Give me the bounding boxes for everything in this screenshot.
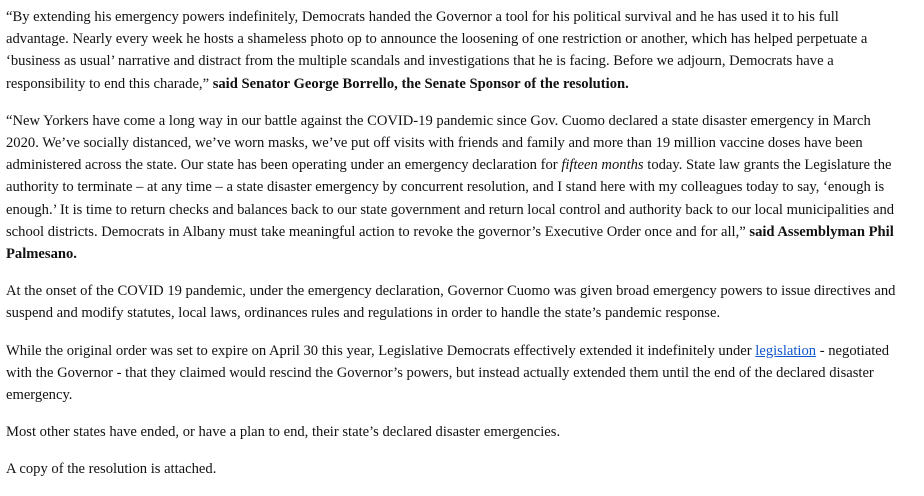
legislation-link[interactable]: legislation [755,342,817,359]
quote-text: “By extending his emergency powers indefinitely, Democrats handed the Governor a tool for his political survival and he has used it to his full advantage. Nearly every week he hosts a shameless photo op to announce the loosening of one restriction or another, which has helped perpetuate a ‘business as usual’ narrative and distract from the multiple scandals and investigations that he is facing. Before we adjourn, Democrats have a responsibility to end this charade,” [6,9,868,92]
emphasis-text: fifteen months [561,157,644,174]
legislation-text-part-2: - negotiated with the Governor - that they claimed would rescind the Governor’s powers, but instead actually extended them until the end of the declared disaster emergency. [6,342,890,404]
legislation-paragraph [6,340,902,407]
other-states-paragraph: Most other states have ended, or have a plan to end, their state’s declared disaster emergencies. [6,424,561,441]
quote-attribution: said Assemblyman Phil Palmesano. [6,223,894,263]
background-paragraph: At the onset of the COVID 19 pandemic, under the emergency declaration, Governor Cuomo was given broad emergency powers to issue directives and suspend and modify statutes, local laws, ordinances rules and regulations in order to handle the state’s pandemic response. [6,283,896,322]
quote-paragraph-palmesano [6,110,902,265]
quote-attribution: said Senator George Borrello, the Senate Sponsor of the resolution. [212,75,629,92]
quote-paragraph-borrello [6,6,902,95]
legislation-text-part-1: While the original order was set to expire on April 30 this year, Legislative Democrats effectively extended it indefinitely under [6,342,752,359]
quote-text-part-2: today. State law grants the Legislature the authority to terminate – at any time – a state disaster emergency by concurrent resolution, and I stand here with my colleagues today to say, ‘enough is enough.’ It is time to return checks and balances back to our state government and return local control and authority back to our local municipalities and school districts. Democrats in Albany must take meaningful action to revoke the governor’s Executive Order once and for all,” [6,157,895,240]
quote-text-part-1: “New Yorkers have come a long way in our battle against the COVID-19 pandemic since Gov. Cuomo declared a state disaster emergency in March 2020. We’ve socially distanced, we’ve worn masks, we’ve put off visits with friends and family and more than 19 million vaccine doses have been administered across the state. Our state has been operating under an emergency declaration for [6,112,871,174]
attachment-note: A copy of the resolution is attached. [6,461,217,478]
